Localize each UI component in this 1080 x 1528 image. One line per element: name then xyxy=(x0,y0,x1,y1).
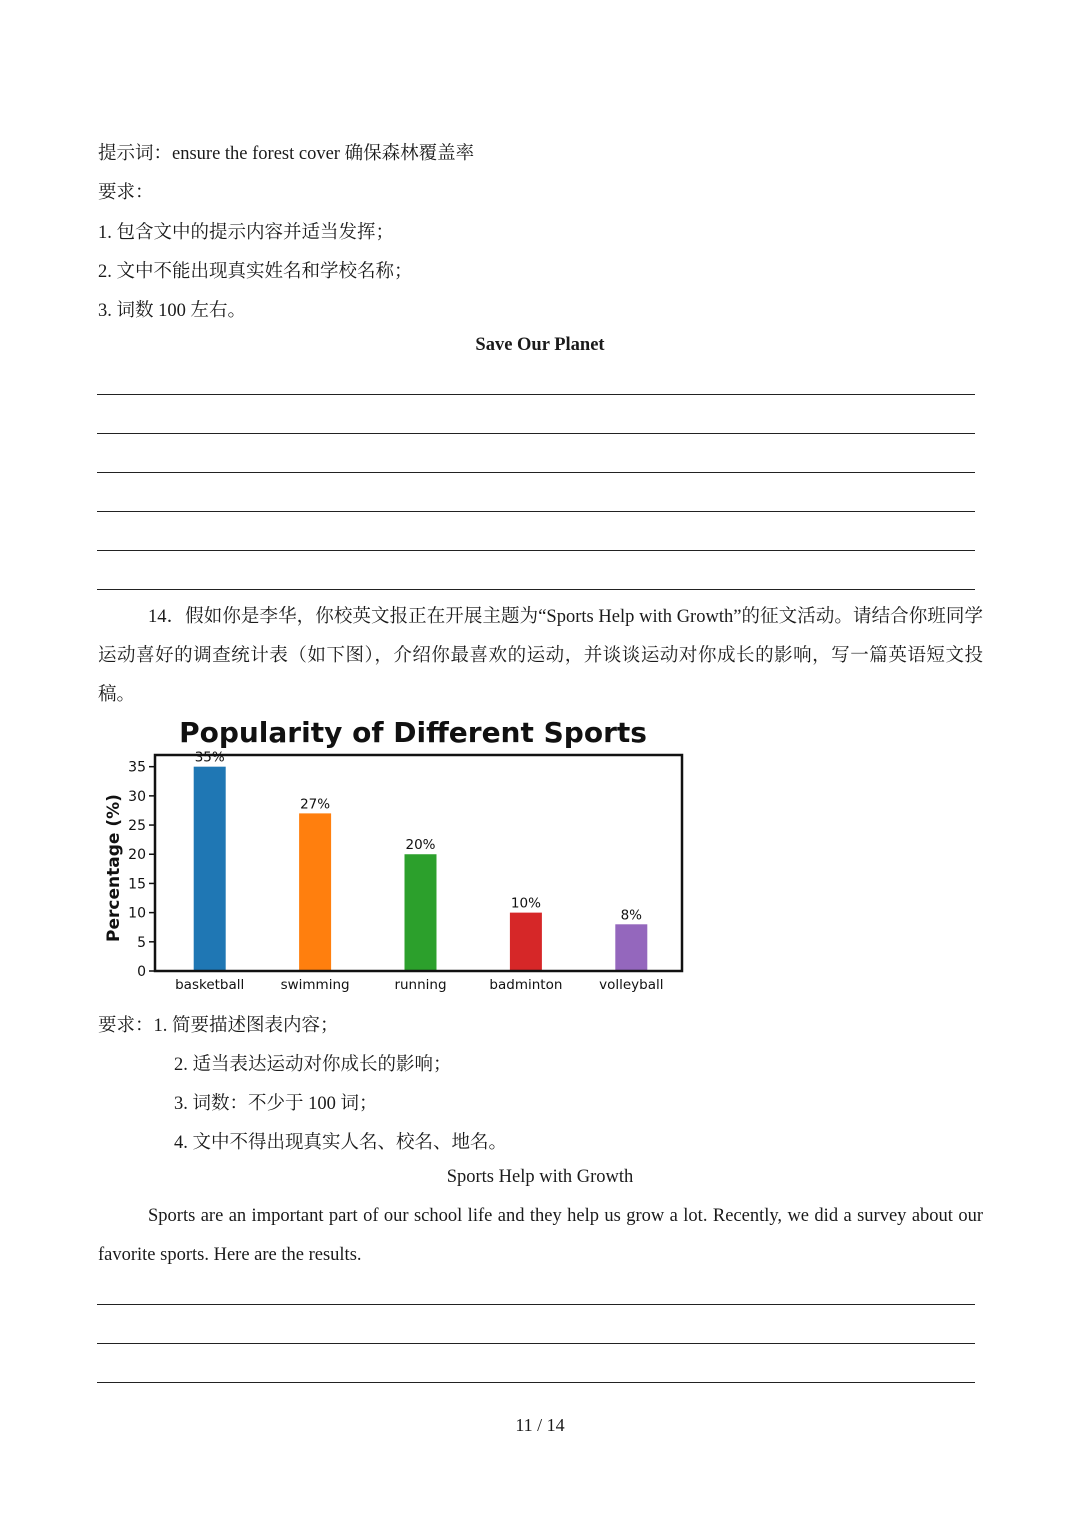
q14-requirement-item: 要求：1. 简要描述图表内容； xyxy=(98,1016,339,1036)
bar-volleyball xyxy=(615,924,647,971)
answer-line xyxy=(97,1343,975,1344)
x-tick-label: swimming xyxy=(280,977,350,993)
requirement-item: 2. 文中不能出现真实姓名和学校名称； xyxy=(98,262,413,282)
y-tick-label: 15 xyxy=(128,876,146,893)
x-tick-label: basketball xyxy=(175,977,245,993)
x-tick-label: running xyxy=(394,977,447,993)
hint-line: 提示词：ensure the forest cover 确保森林覆盖率 xyxy=(98,144,475,164)
bar-data-label: 35% xyxy=(194,749,225,766)
y-tick-label: 35 xyxy=(128,759,146,776)
answer-line xyxy=(97,472,975,473)
x-tick-label: badminton xyxy=(489,977,563,993)
y-tick-label: 30 xyxy=(128,788,146,805)
q14-requirement-item: 3. 词数：不少于 100 词； xyxy=(174,1094,378,1114)
bar-swimming xyxy=(299,813,331,971)
answer-line xyxy=(97,433,975,434)
requirements-label: 要求： xyxy=(98,183,154,203)
y-tick-label: 0 xyxy=(137,964,146,980)
bar-badminton xyxy=(510,913,542,971)
bar-data-label: 10% xyxy=(510,895,541,912)
bar-basketball xyxy=(194,767,226,971)
y-tick-label: 20 xyxy=(128,847,146,864)
x-tick-label: volleyball xyxy=(599,977,664,993)
answer-line xyxy=(97,394,975,395)
sports-popularity-chart xyxy=(95,710,695,1000)
essay-title-planet: Save Our Planet xyxy=(475,335,605,355)
chart-y-axis-label: Percentage (%) xyxy=(104,794,124,942)
essay-title-sports: Sports Help with Growth xyxy=(446,1167,634,1187)
requirement-item: 3. 词数 100 左右。 xyxy=(98,301,247,321)
bar-data-label: 20% xyxy=(405,837,436,854)
answer-line xyxy=(97,511,975,512)
bar-running xyxy=(405,854,437,971)
answer-line xyxy=(97,1382,975,1383)
answer-line xyxy=(97,589,975,590)
bar-data-label: 8% xyxy=(620,907,643,924)
q14-requirement-item: 2. 适当表达运动对你成长的影响； xyxy=(174,1055,452,1075)
y-tick-label: 10 xyxy=(128,905,146,922)
y-tick-label: 5 xyxy=(137,934,146,951)
q14-requirement-item: 4. 文中不得出现真实人名、校名、地名。 xyxy=(174,1133,508,1153)
answer-line xyxy=(97,1304,975,1305)
y-tick-label: 25 xyxy=(128,818,146,835)
requirement-item: 1. 包含文中的提示内容并适当发挥； xyxy=(98,223,395,243)
essay-opening: Sports are an important part of our school life and they help us grow a lot. Recently, we did a survey about our favorite sports. Here are the results. xyxy=(98,1206,983,1265)
bar-data-label: 27% xyxy=(300,796,331,813)
answer-line xyxy=(97,550,975,551)
question-14-prompt: 14．假如你是李华，你校英文报正在开展主题为“Sports Help with Growth”的征文活动。请结合你班同学运动喜好的调查统计表（如下图），介绍你最喜欢的运动，并谈谈运动对你成长的影响，写一篇英语短文投稿。 xyxy=(98,607,983,705)
chart-title: Popularity of Different Sports xyxy=(179,716,647,749)
page-number: 11 / 14 xyxy=(515,1415,565,1435)
